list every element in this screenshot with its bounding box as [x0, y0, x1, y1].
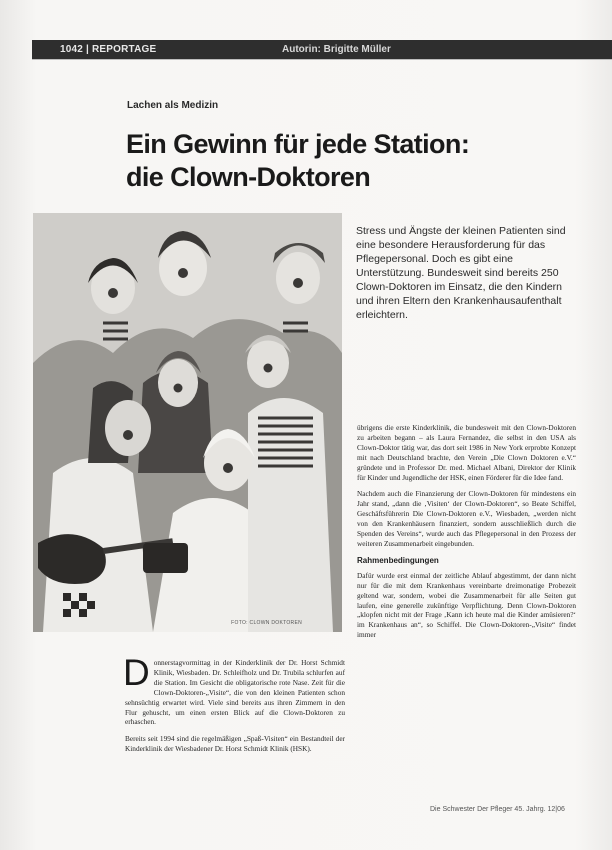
headline-line-1: Ein Gewinn für jede Station: — [126, 129, 470, 159]
opening-paragraph — [123, 652, 345, 727]
drop-cap: D — [123, 652, 150, 693]
paragraph: Bereits seit 1994 sind die regelmäßigen „Spaß-Visiten“ ein Bestandteil der Kinderklinik der Wiesbadener Dr. Horst Schmidt Klinik (HSK). — [125, 734, 345, 754]
author-label: Autorin: Brigitte Müller — [282, 44, 391, 55]
headline — [126, 128, 556, 194]
paragraph: Dafür wurde erst einmal der zeitliche Ablauf abgestimmt, der dann nicht nur für die mit dem Krankenhaus vereinbarte dreimonatige Probezeit geltend war, sondern, wobei die Zusammenarbeit für alle Seiten gut laufen, eine generelle zukünftige Verpflichtung. Denn Clown-Doktoren „klopfen nicht mit der Frage ‚Kann ich heute mal die Kinder amüsieren?‘ im Krankenhaus an“, so Schiffel. Die Clown-Doktoren-„Visite“ findet immer — [357, 570, 576, 640]
paragraph: übrigens die erste Kinderklinik, die bundesweit mit den Clown-Doktoren zu arbeiten begann – als Laura Fernandez, die selbst in den USA als Clown-Doktor tätig war, das dort seit 1986 in New York erprobte Konzept mit nach Deutschland brachte, den Verein „Die Clown Doktoren e.V.“ gründete und in Professor Dr. med. Michael Albani, Direktor der Klinik für Kinder und Jugendliche der HSK, einen Förderer für die Idee fand. — [357, 423, 576, 482]
opening-text: onnerstagvormittag in der Kinderklinik der Dr. Horst Schmidt Klinik, Wiesbaden. Dr. Schleifholz und Dr. Trubila schlurfen auf die Station. Im Gesicht die obligatorische rote Nase. Zeit für die Clown-Doktoren-„Visite“, die von den kleinen Patienten schon sehnsüchtig erwartet wird. Viele sind bereits aus ihren Zimmern in den Flur gehuscht, um einen ersten Blick auf die Clown-Doktoren zu erhaschen. — [125, 658, 345, 727]
section-label: 1042 | REPORTAGE — [60, 44, 157, 55]
left-text-column — [123, 652, 345, 761]
paragraph: Nachdem auch die Finanzierung der Clown-Doktoren für mindestens ein Jahr stand, „dann die ‚Visiten‘ der Clown-Doktoren“, so Beate Schiffel, Geschäftsführerin Die Clown-Doktoren e.V., Wiesbaden, „werden nicht von den Krankenhäusern finanziert, sondern ausschließlich durch die Spenden des Vereins“, wurde auch das Pflegepersonal in den Prozess der weiteren Zusammenarbeit eingebunden. — [357, 489, 576, 548]
subheading: Rahmenbedingungen — [357, 555, 439, 565]
page-footer: Die Schwester Der Pfleger 45. Jahrg. 12|06 — [430, 806, 565, 813]
header-bar — [32, 40, 612, 59]
kicker: Lachen als Medizin — [127, 100, 219, 111]
lead-paragraph: Stress und Ängste der kleinen Patienten sind eine besondere Herausforderung für das Pflegepersonal. Doch es gibt eine Unterstützung. Bundesweit sind bereits 250 Clown-Doktoren im Einsatz, die den Kindern und ihren Eltern den Krankenhausaufenthalt erleichtern. — [356, 225, 566, 321]
right-text-column — [357, 423, 576, 647]
headline-line-2: die Clown-Doktoren — [126, 162, 371, 192]
photo-credit: FOTO: CLOWN DOKTOREN — [231, 620, 302, 626]
clown-doctors-photo — [33, 213, 342, 632]
header-divider — [32, 59, 612, 60]
group-photo-illustration — [33, 213, 342, 632]
